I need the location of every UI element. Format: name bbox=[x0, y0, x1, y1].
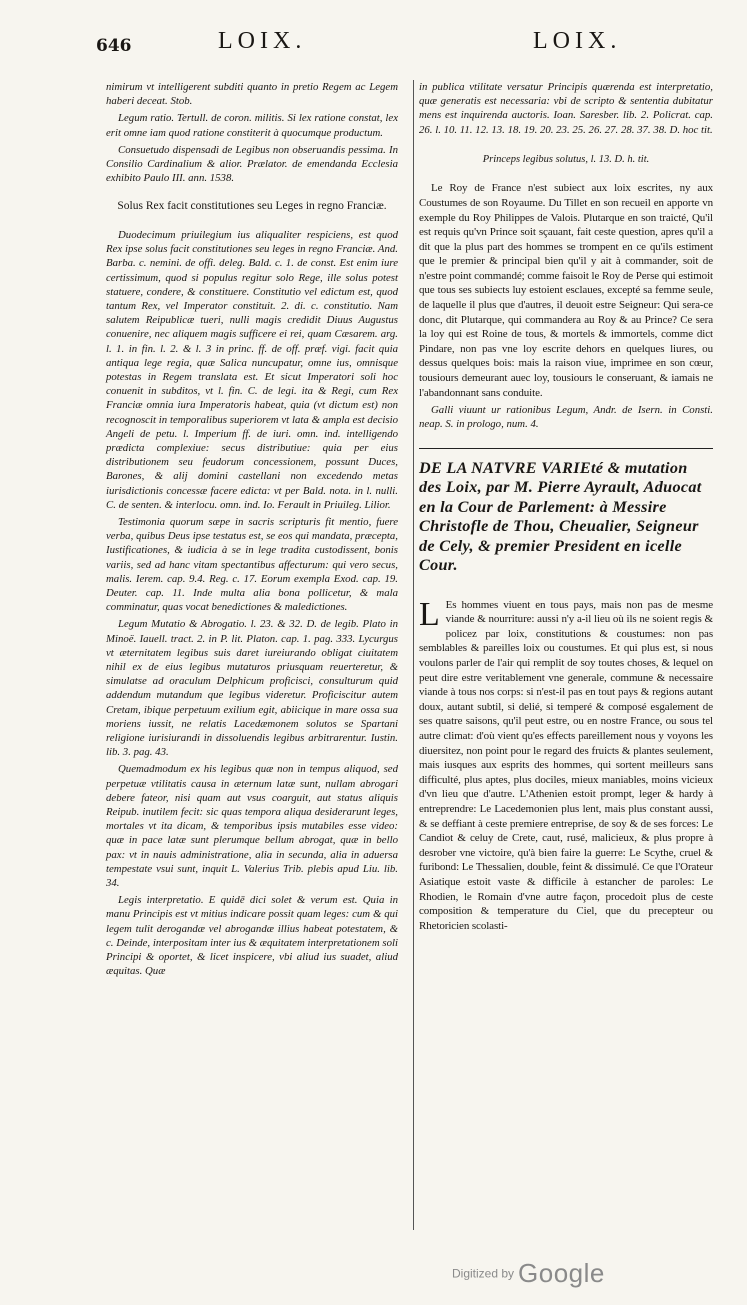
running-head-right: LOIX. bbox=[533, 28, 622, 54]
google-logo: Google bbox=[518, 1258, 605, 1288]
left-paragraph: Quemadmodum ex his legibus quæ non in tempus aliquod, sed perpetuæ vtilitatis causa in æternum latæ sunt, nullam abrogari debere fateor, nisi quam aut vsus coarguit, aut status aliquis Reipub. inutilem fecit: sic quas tempora aliqua desiderarunt leges, mortales vt ita dicam, & temporibus ipsis mutabiles esse video: quæ in pace latæ sunt plerumque bellum abrogat, quæ in bello pax: vt in nauis administratione, alia in secunda, alia in aduersa tempestate vsui sunt, inquit L. Valerius Trib. plebis apud Liu. lib. 34. bbox=[106, 763, 398, 890]
right-column bbox=[419, 80, 713, 936]
left-paragraph: Testimonia quorum sæpe in sacris scripturis fit mentio, fuere verba, quibus Deus ipse testatus est, se eos qui mandata, præcepta, Iustificationes, & iudicia à se in lege tradita custodissent, bonis variis, sed ad hanc vitam spectantibus affecturum: qui vero secus, malis. Ierem. cap. 9.4. Reg. c. 17. Eorum exempla Exod. cap. 19. Deuter. cap. 11. Inde multa alia bona pollicetur, & mala comminatur, quas vocat benedictiones & maledictiones. bbox=[106, 515, 398, 614]
left-paragraph: Legum ratio. Tertull. de coron. militis. Si lex ratione constat, lex erit omne iam quod ratione constiterit à quocumque productum. bbox=[106, 112, 398, 139]
french-paragraph: Le Roy de France n'est subiect aux loix escrites, ny aux Coustumes de son Royaume. Du Tillet en son recueil en apporte vn exemple du Roy Philippes de Valois. Plutarque en son traicté, Qu'il est requis qu'vn Prince soit sçauant, fait ceste question, apres qu'il a dit que la plus part des hommes se trompent en ce qu'ils estiment que le premier & principal bien qu'il y ait à commander, soit de n'estre point commandé; comme faisoit le Roy de Perse qui estimoit que tous ses subiects luy estoient esclaues, excepté sa femme seule, de laquelle il plus que d'autres, il deuoit estre Seigneur: Qui sera-ce donc, dit Plutarque, qui commandera au Roy & au Prince? Ce sera la loy qui est Roine de tous, & mortels & immortels, comme dict Pindare, non pas vne loy escrite dehors en quelques liures, ou dessus quelques bois: mais la raison viue, imprimee en son cœur, tousiours demeurant auec loy, tousiours le conseruant, & iamais ne l'abandonnant sans conduite. bbox=[419, 182, 713, 399]
left-paragraph: Duodecimum priuilegium ius aliqualiter respiciens, est quod Rex ipse solus facit constitutiones seu leges in regno Franciæ. And. Barba. c. nemini. de offi. deleg. Bald. c. 1. de const. Est enim iure certissimum, quod si populus regitur solo Rege, ille solus potest statuere, condere, & constituere. Constitutio vel edictum est, quod tantum Rex, vel Imperator constituit. 2. di. c. constitutio. Nam salutem Reipublicæ tueri, nulli magis credidit Diuus Augustus conuenire, nec aliquem magis sufficere ei rei, quam Cæsarem. arg. l. 1. in fin. l. 2. & l. 3 in princ. ff. de off. præf. vigi. facit quia antiqua lege regia, quæ Salica nuncupatur, omne ius, omnisque potestas in Regem translata est. Et sicut Imperatori soli hoc conuenit in subditos, vt l. fin. C. de legi. ita & Regi, cum Rex Franciæ omnia iura Imperatoris habeat, quia (vt dictum est) non recognoscit in temporalibus superiorem vt lata & ampla est decisio Angeli de petu. l. Imperium ff. de iuri. omn. ind. intelligendo prædicta complexiue: secus distributiue: quia per eius distributionem seu feudorum concessionem, possunt Duces, Barones, & alij domini castellani non excedendo metas iurisdictionis concessæ facere edicta: vt per Bald. nota. in l. nulli. C. de senten. & interlocu. omn. ind. Io. Ferault in Priuileg. Lilior. bbox=[106, 228, 398, 511]
body-paragraph bbox=[419, 595, 713, 934]
body-text: Es hommes viuent en tous pays, mais non pas de mesme viande & nourriture: aussi n'y a-il lieu où ils ne soient regis & policez par loix, constitutions & coustumes: non pas semblables & pareilles loix ou coustumes. Et qui plus est, si nous voulons parler de l'air qui remplit de soy toutes choses, & lequel on peut dire estre veritablement vne generale, commune & necessaire viande à tous nos corps: si n'est-il pas en tout pays & regions autant doux, autant subtil, si delié, si temperé & composé esgalement de ses quatre saisons, qu'il peut estre, ou en nostre France, ou sous tel autre climat: d'où vient qu'es effects pareillement nous y voyons les diuersitez, non point pour le regard des fruicts & plantes seulement, mais iusques aux esprits des hommes, qui sortent meilleurs sans difficulté, plus aptes, plus dociles, mieux maniables, moins vicieux d'vn lieu que d'autre. L'Athenien estoit prompt, leger & hardy à entreprendre: Le Lacedemonien plus lent, mais plus constant aussi, & se deffiant à ceste premiere entreprise, de soy & de ses forces: Le Candiot & celuy de Crete, caut, rusé, malicieux, & plus propre à desrober vne victoire, qu'à bien faire la guerre: Le Scythe, cruel & furibond: Le Thessalien, double, feint & dissimulé. Ce que l'Orateur Asiatique estoit vaste & difficile à estancher de paroles: Le Rhodien, le Romain d'vne autre façon, procedoit plus de ceste composition & temperature du Ciel, que du precepteur ou Rhetoricien scolasti- bbox=[419, 598, 713, 932]
left-paragraph: nimirum vt intelligerent subditi quanto in pretio Regem ac Legem haberi deceat. Stob. bbox=[106, 81, 398, 108]
left-paragraph: Consuetudo dispensadi de Legibus non obseruandis pessima. In Consilio Cardinalium & alior. Prælator. de emendanda Ecclesia exhibito Paulo III. ann. 1538. bbox=[106, 143, 398, 185]
left-paragraph: Legis interpretatio. E quidē dici solet & verum est. Quia in manu Principis est vt mitius indicare possit quam leges: cum & qui legem tulit derogandæ vel abrogandæ illius habeat potestatem, & c. Deinde, interpositam inter ius & æquitatem interpretationem soli Principi & oportet, & licet inspicere, vbi aliud ius suadet, aliud æquitas. Quæ bbox=[106, 894, 398, 978]
watermark-prefix: Digitized by bbox=[452, 1266, 515, 1281]
running-head-left: LOIX. bbox=[218, 28, 307, 54]
left-paragraph: Legum Mutatio & Abrogatio. l. 23. & 32. D. de legib. Plato in Minoë. Iauell. tract. 2. in P. lit. Platon. cap. 1. pag. 333. Lycurgus vt æternitatem legibus suis daret iureiurando obligat ciuitatem nihil ex de eius legibus mutaturos priusquam reuerteretur, & simulatse ad oraculum Delphicum proficisci, consulturum quid addendum mutandum que legibus videretur. Proficiscitur autem Cretam, ibique perpetuum exilium egit, abiicique in mare ossa sua moriens iussit, ne relatis Lacedæmonem solutos se Spartani religione iurisiurandi in dissoluendis legibus arbitrarentur. Iustin. lib. 3. pag. 43. bbox=[106, 618, 398, 759]
subheading: Princeps legibus solutus, l. 13. D. h. tit. bbox=[482, 153, 650, 165]
page-number: 646 bbox=[96, 36, 132, 56]
column-divider bbox=[413, 80, 414, 1230]
section-heading: Solus Rex facit constitutiones seu Leges in regno Franciæ. bbox=[117, 200, 387, 213]
section-rule bbox=[419, 448, 713, 449]
right-paragraph: in publica vtilitate versatur Principis quærenda est interpretatio, quæ generatis est necessaria: vbi de scripto & sententia dubitatur mens est inquirenda auctoris. Ioan. Saresber. lib. 2. Policrat. cap. 26. l. 10. 11. 12. 13. 18. 19. 20. 23. 25. 26. 27. 28. 37. 38. D. hoc tit. bbox=[419, 81, 713, 136]
digitization-watermark bbox=[452, 1258, 605, 1289]
drop-cap: L bbox=[419, 595, 440, 633]
latin-note: Galli viuunt ur rationibus Legum, Andr. de Isern. in Consti. neap. S. in prologo, num. 4. bbox=[419, 404, 713, 431]
left-column bbox=[106, 80, 398, 981]
treatise-title: DE LA NATVRE VARIEté & mutation des Loix, par M. Pierre Ayrault, Aduocat en la Cour de Parlement: à Messire Christofle de Thou, Cheualier, Seigneur de Cely, & premier President en icelle Cour. bbox=[419, 458, 702, 575]
